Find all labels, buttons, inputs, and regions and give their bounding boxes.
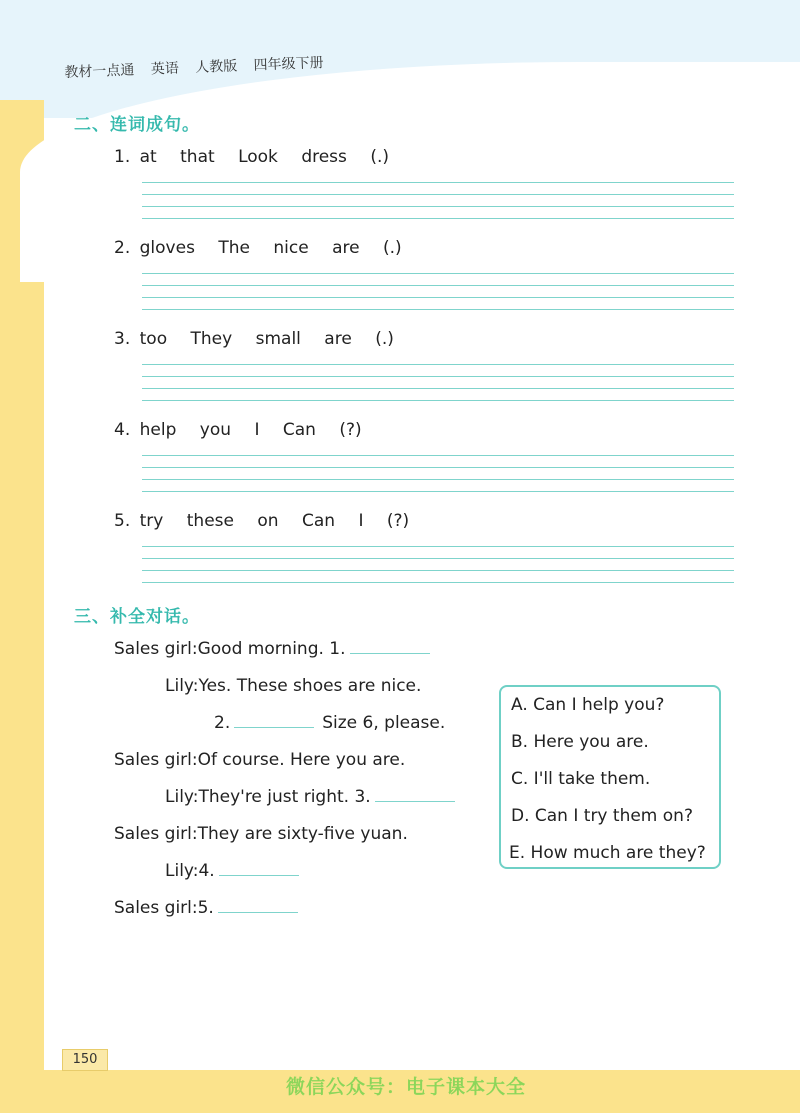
dialogue-text: They're just right. 3.	[198, 787, 371, 807]
dialogue-text-after: Size 6, please.	[322, 713, 446, 733]
question-2	[114, 238, 402, 258]
dialogue-line-8	[114, 898, 298, 918]
word: you	[199, 420, 232, 440]
answer-blank-4[interactable]	[219, 861, 299, 876]
dialogue-line-6	[114, 824, 408, 844]
question-1	[114, 147, 389, 167]
word: try	[139, 511, 164, 531]
option-d: D. Can I try them on?	[511, 806, 693, 826]
word: help	[139, 420, 177, 440]
speaker: Lily:	[165, 676, 199, 696]
word: Can	[301, 511, 336, 531]
section-2-title: 二、连词成句。	[74, 115, 200, 135]
speaker: Sales girl:	[114, 824, 198, 844]
header-edition: 人教版	[194, 58, 238, 76]
section-3-title: 三、补全对话。	[74, 607, 200, 627]
answer-lines-5[interactable]	[142, 546, 734, 594]
word: I	[254, 420, 260, 440]
word: these	[186, 511, 234, 531]
punctuation-hint: (?)	[339, 420, 362, 440]
option-b: B. Here you are.	[511, 732, 649, 752]
speaker: Sales girl:	[114, 750, 198, 770]
dialogue-line-5	[165, 787, 455, 807]
dialogue-line-1	[114, 639, 430, 659]
word: They	[190, 329, 233, 349]
word: gloves	[139, 238, 195, 258]
question-number: 3.	[114, 329, 131, 349]
answer-blank-2[interactable]	[234, 713, 314, 728]
option-c: C. I'll take them.	[511, 769, 651, 789]
word: are	[324, 329, 352, 349]
dialogue-line-4	[114, 750, 405, 770]
answer-lines-1[interactable]	[142, 182, 734, 230]
word: Look	[238, 147, 278, 167]
speaker: Sales girl:	[114, 898, 198, 918]
question-number: 4.	[114, 420, 131, 440]
question-number: 5.	[114, 511, 131, 531]
question-number: 2.	[114, 238, 131, 258]
word: that	[180, 147, 215, 167]
options-box	[499, 685, 721, 869]
word: dress	[301, 147, 347, 167]
dialogue-line-2	[165, 676, 421, 696]
dialogue-text: They are sixty-five yuan.	[197, 824, 408, 844]
option-a: A. Can I help you?	[511, 695, 665, 715]
speaker: Lily:	[165, 861, 199, 881]
question-number: 1.	[114, 147, 131, 167]
word: too	[139, 329, 168, 349]
question-4	[114, 420, 362, 440]
dialogue-text: Yes. These shoes are nice.	[198, 676, 422, 696]
answer-blank-1[interactable]	[350, 639, 430, 654]
dialogue-text: 4.	[198, 861, 215, 881]
answer-lines-4[interactable]	[142, 455, 734, 503]
word: on	[257, 511, 279, 531]
word: nice	[273, 238, 309, 258]
answer-blank-3[interactable]	[375, 787, 455, 802]
punctuation-hint: (.)	[375, 329, 394, 349]
dialogue-text: Of course. Here you are.	[197, 750, 406, 770]
dialogue-text: Good morning. 1.	[197, 639, 346, 659]
header-subject: 英语	[150, 60, 180, 78]
answer-lines-3[interactable]	[142, 364, 734, 412]
word: are	[332, 238, 360, 258]
word: at	[139, 147, 157, 167]
watermark-text: 微信公众号：电子课本大全	[286, 1076, 527, 1098]
punctuation-hint: (.)	[383, 238, 402, 258]
answer-lines-2[interactable]	[142, 273, 734, 321]
option-e: E. How much are they?	[509, 843, 706, 863]
speaker: Sales girl:	[114, 639, 198, 659]
header-book: 教材一点通	[64, 62, 135, 81]
dialogue-text: 2.	[214, 713, 231, 733]
dialogue-text: 5.	[197, 898, 214, 918]
answer-blank-5[interactable]	[218, 898, 298, 913]
speaker: Lily:	[165, 787, 199, 807]
word: The	[218, 238, 250, 258]
question-5	[114, 511, 409, 531]
punctuation-hint: (?)	[386, 511, 410, 531]
word: Can	[282, 420, 316, 440]
page-number: 150	[62, 1049, 108, 1071]
page-body	[44, 120, 800, 1070]
dialogue-line-7	[165, 861, 299, 881]
word: I	[358, 511, 364, 531]
header-grade: 四年级下册	[253, 55, 324, 74]
punctuation-hint: (.)	[370, 147, 389, 167]
dialogue-line-3	[214, 713, 445, 733]
question-3	[114, 329, 394, 349]
word: small	[255, 329, 301, 349]
